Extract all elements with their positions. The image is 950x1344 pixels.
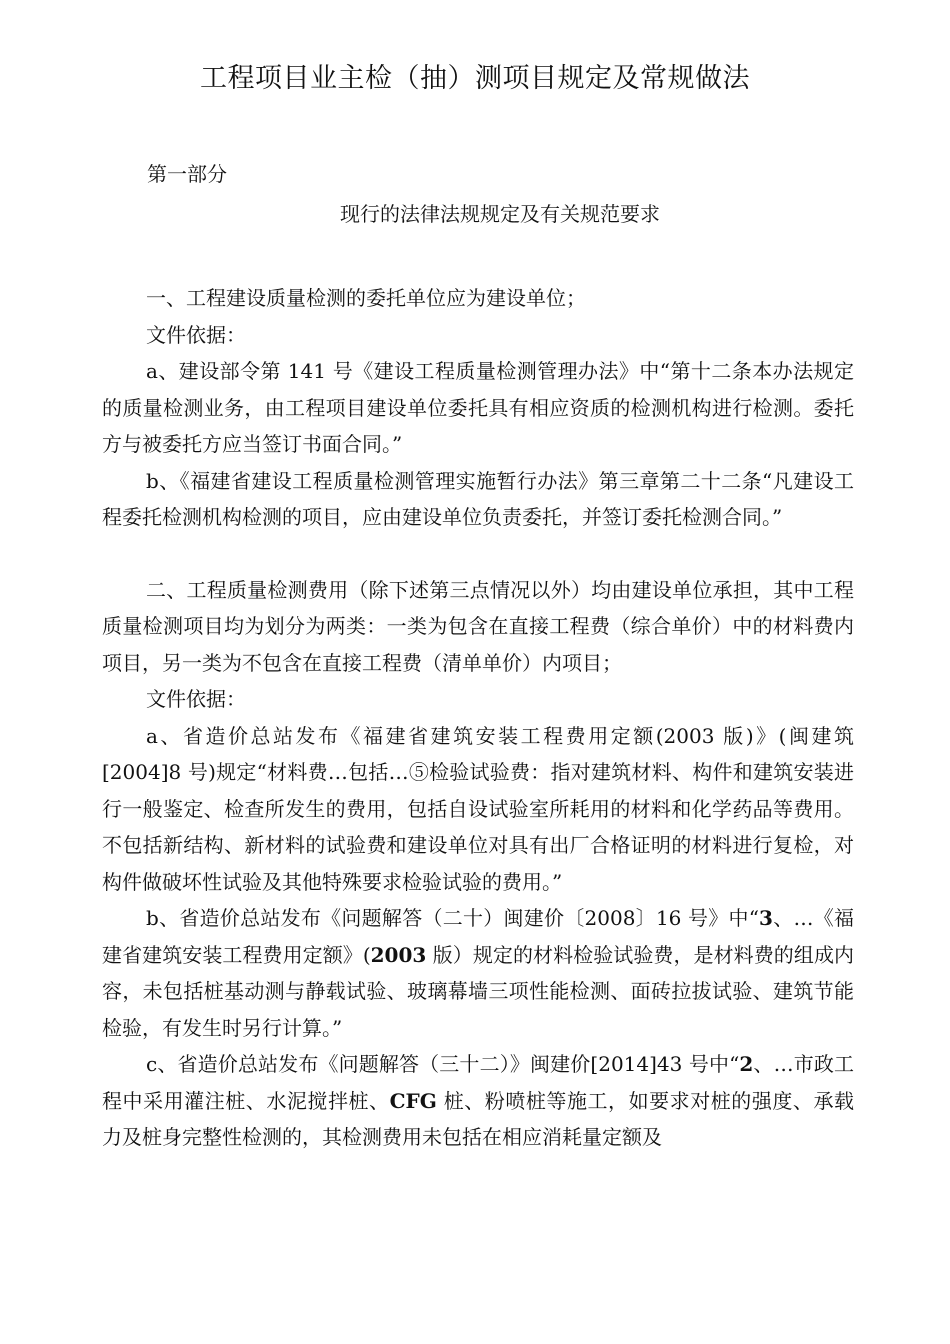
item-b-text-2: 、…《福建省建筑安装工程费用定额》( bbox=[102, 906, 855, 967]
section1-item-a: a、建设部令第 141 号《建设工程质量检测管理办法》中“第十二条本办法规定的质量检测业务，由工程项目建设单位委托具有相应资质的检测机构进行检测。委托方与被委托方应当签订书面合同。” bbox=[102, 359, 854, 456]
section2-item-c bbox=[102, 1046, 854, 1156]
section1-item-b: b、《福建省建设工程质量检测管理实施暂行办法》第三章第二十二条“凡建设工程委托检测机构检测的项目，应由建设单位负责委托，并签订委托检测合同。” bbox=[102, 468, 854, 529]
item-c-text-1: c、省造价总站发布《问题解答（三十二）》闽建价[2014]43 号中“ bbox=[146, 1052, 740, 1076]
item-c-bold-1: 2 bbox=[739, 1052, 754, 1076]
item-b-bold-2: 2003 bbox=[370, 942, 427, 967]
section1-heading: 一、工程建设质量检测的委托单位应为建设单位； bbox=[146, 286, 586, 310]
item-c-bold-2: CFG bbox=[389, 1088, 437, 1113]
section2-item-a: a、省造价总站发布《福建省建筑安装工程费用定额(2003 版)》(闽建筑[2004]8 号)规定“材料费…包括…⑤检验试验费：指对建筑材料、构件和建筑安装进行一般鉴定、检查所发生的费用，包括自设试验室所耗用的材料和化学药品等费用。不包括新结构、新材料的试验费和建设单位对具有出厂合格证明的材料进行复检，对构件做破坏性试验及其他特殊要求检验试验的费用。” bbox=[102, 723, 854, 894]
section2-basis-label: 文件依据： bbox=[146, 687, 246, 711]
document-title: 工程项目业主检（抽）测项目规定及常规做法 bbox=[200, 63, 750, 94]
item-b-text-3: 版）规定的材料检验试验费，是材料费的组成内容，未包括桩基动测与静载试验、玻璃幕墙三项性能检测、面砖拉拔试验、建筑节能检验，有发生时另行计算。” bbox=[102, 942, 855, 1040]
item-c-text-3: 桩、粉喷桩等施工，如要求对桩的强度、承载力及桩身完整性检测的，其检测费用未包括在相应消耗量定额及 bbox=[102, 1088, 854, 1149]
part-subtitle: 现行的法律法规规定及有关规范要求 bbox=[340, 202, 660, 226]
document-body bbox=[102, 280, 854, 1156]
part-label: 第一部分 bbox=[147, 162, 227, 186]
section2-heading: 二、工程质量检测费用（除下述第三点情况以外）均由建设单位承担，其中工程质量检测项目均为划分为两类：一类为包含在直接工程费（综合单价）中的材料费内项目，另一类为不包含在直接工程费（清单单价）内项目； bbox=[102, 577, 854, 675]
section2-item-b bbox=[102, 900, 854, 1046]
section-gap bbox=[102, 536, 854, 572]
section1-basis-label: 文件依据： bbox=[146, 322, 246, 347]
item-b-text-1: b、省造价总站发布《问题解答（二十）闽建价〔2008〕16 号》中“ bbox=[146, 906, 760, 930]
item-b-bold-1: 3 bbox=[759, 906, 773, 930]
item-c-text-2: 、…市政工程中采用灌注桩、水泥搅拌桩、 bbox=[102, 1052, 854, 1113]
